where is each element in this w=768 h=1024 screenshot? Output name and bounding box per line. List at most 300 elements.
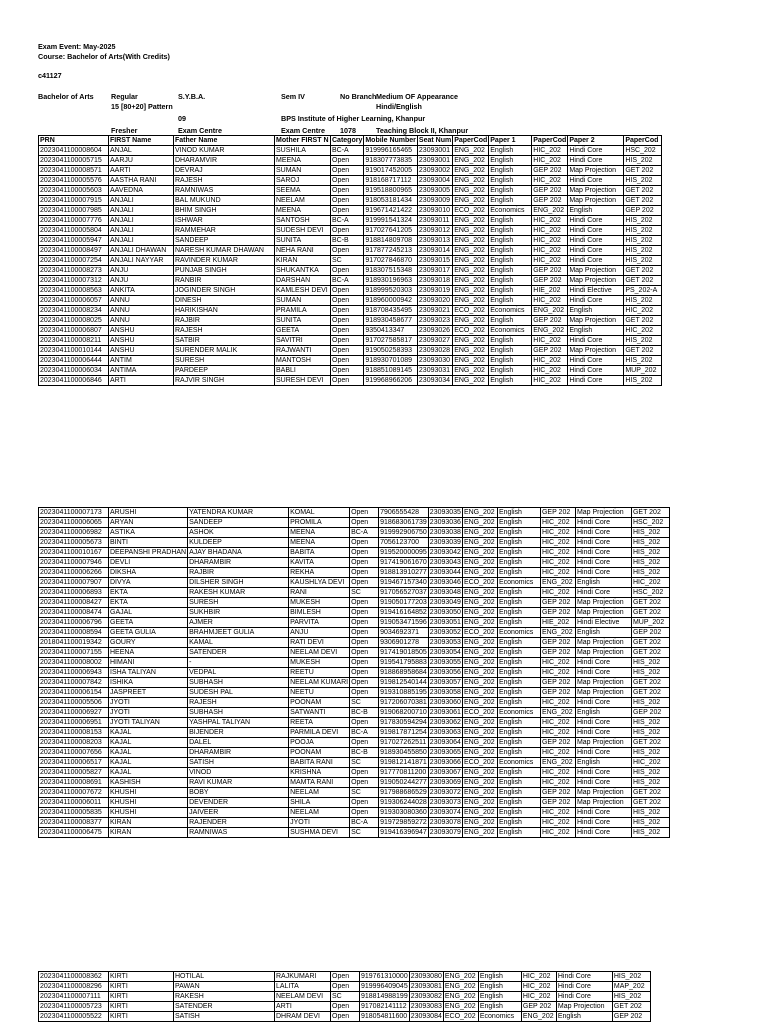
table-cell: 23093057 xyxy=(429,679,461,686)
table-cell: NEELAM DEVI xyxy=(289,648,350,658)
table-cell: HIMANI xyxy=(109,658,188,668)
course-title: Course: Bachelor of Arts(With Credits) xyxy=(38,52,170,61)
table-cell: English xyxy=(489,286,532,296)
column-header: Paper 2 xyxy=(568,136,624,146)
table-cell: Open xyxy=(350,548,379,558)
table-cell: SUKHBIR xyxy=(188,608,289,618)
table-cell: 23093026 xyxy=(417,326,452,336)
table-cell: 2023041100010144 xyxy=(39,346,109,356)
table-cell: GET 202 xyxy=(624,186,662,196)
table-cell: Open xyxy=(331,266,364,276)
table-cell: 23093002 xyxy=(417,166,452,176)
table-cell: Hindi Core xyxy=(568,376,624,386)
table-cell: 23093038 xyxy=(429,529,461,536)
table-cell: HIS_202 xyxy=(631,828,669,838)
table-cell: GET 202 xyxy=(631,648,669,658)
table-cell: BAL MUKUND xyxy=(174,196,275,206)
table-cell: English xyxy=(568,306,624,316)
table-cell: 2023041100006011 xyxy=(39,798,109,808)
table-cell: DEVLI xyxy=(109,558,188,568)
table-cell: 23093009 xyxy=(417,196,452,206)
table-cell: DALEL xyxy=(188,738,289,748)
table-row xyxy=(39,336,662,346)
column-header: PaperCod xyxy=(624,136,662,146)
table-cell: ENG_202 xyxy=(462,818,497,828)
table-row xyxy=(39,236,662,246)
table-cell: PRAMILA xyxy=(275,306,331,316)
table-row xyxy=(39,256,662,266)
table-cell: 918168717112 xyxy=(364,176,418,186)
table-cell: Open xyxy=(331,206,364,216)
table-cell: 23093010 xyxy=(417,206,452,216)
table-cell: SC xyxy=(350,758,379,768)
table-cell: 918930458677 xyxy=(364,316,418,326)
table-cell: 23093027 xyxy=(417,336,452,346)
table-cell: 2023041100007312 xyxy=(39,276,109,286)
table-cell: ENG_202 xyxy=(453,266,489,276)
table-cell: English xyxy=(489,246,532,256)
table-cell: 918930455850 xyxy=(380,749,427,756)
table-cell: 23093053 xyxy=(429,639,461,646)
table-cell: HIS_202 xyxy=(624,226,662,236)
table-cell: 2023041100007254 xyxy=(39,256,109,266)
table-cell: 919310885195 xyxy=(380,689,427,696)
table-cell: ANTIMA xyxy=(109,366,174,376)
table-cell: ENG_202 xyxy=(453,166,489,176)
table-cell: 918814988199 xyxy=(361,993,408,1000)
table-cell: HIC_202 xyxy=(540,778,575,788)
table-cell: 919050258393 xyxy=(364,346,418,356)
table-cell: RAJKUMARI xyxy=(275,972,331,982)
table-cell: HIC_202 xyxy=(532,376,568,386)
table-cell: RAMNIWAS xyxy=(188,828,289,838)
table-cell: English xyxy=(478,972,521,982)
table-cell: BHIM SINGH xyxy=(174,206,275,216)
table-cell: 919541795883 xyxy=(380,659,427,666)
table-cell: SAROJ xyxy=(275,176,331,186)
table-cell: 2023041100007946 xyxy=(39,558,109,568)
table-cell: GET 202 xyxy=(624,166,662,176)
table-row xyxy=(39,518,670,528)
table-cell: Open xyxy=(350,648,379,658)
table-cell: 7906555428 xyxy=(379,508,429,518)
table-cell: English xyxy=(497,648,540,658)
table-row xyxy=(39,578,670,588)
table-cell: Map Projection xyxy=(575,508,631,518)
table-cell: English xyxy=(497,668,540,678)
table-cell: 2023041100005522 xyxy=(39,1012,109,1022)
table-cell: ECO_202 xyxy=(453,306,489,316)
table-cell: AAVEDNA xyxy=(109,186,174,196)
table-cell: 23093035 xyxy=(429,509,461,516)
table-cell: 23093050 xyxy=(429,609,461,616)
table-cell: Hindi Core xyxy=(575,728,631,738)
table-cell: SHUKANTKA xyxy=(275,266,331,276)
table-row xyxy=(39,296,662,306)
table-cell: 2023041100008497 xyxy=(39,246,109,256)
table-cell: KIRTI xyxy=(109,1002,174,1012)
table-cell: HIC_202 xyxy=(521,972,556,982)
table-row xyxy=(39,798,670,808)
table-row xyxy=(39,166,662,176)
table-row xyxy=(39,548,670,558)
table-cell: PAWAN xyxy=(174,982,275,992)
table-row xyxy=(39,748,670,758)
table-cell: 2023041100007842 xyxy=(39,678,109,688)
table-cell: Open xyxy=(350,558,379,568)
table-cell: English xyxy=(497,528,540,538)
table-cell: HSC_202 xyxy=(631,588,669,598)
table-cell: Map Projection xyxy=(556,1002,612,1012)
table-cell: GET 202 xyxy=(624,196,662,206)
table-cell: Open xyxy=(331,376,364,386)
table-cell: 917988686529 xyxy=(380,789,427,796)
table-cell: 23093030 xyxy=(417,356,452,366)
table-cell: 919671421422 xyxy=(364,206,418,216)
table-cell: 917027585817 xyxy=(364,336,418,346)
table-cell: KIRTI xyxy=(109,1012,174,1022)
table-cell: BABLI xyxy=(275,366,331,376)
table-cell: 918930701089 xyxy=(364,356,418,366)
table-cell: ENG_202 xyxy=(540,708,575,718)
table-cell: GEP 202 xyxy=(521,1002,556,1012)
table-cell: 2023041100005723 xyxy=(39,1002,109,1012)
table-cell: English xyxy=(489,276,532,286)
table-cell: 919817871254 xyxy=(380,729,427,736)
table-cell: 23093039 xyxy=(429,539,461,546)
table-cell: English xyxy=(497,618,540,628)
table-cell: Open xyxy=(350,678,379,688)
table-cell: Open xyxy=(331,156,364,166)
table-cell: HIS_202 xyxy=(631,528,669,538)
exam-centre-label: Exam Centre xyxy=(178,126,222,135)
table-cell: HIC_202 xyxy=(540,668,575,678)
table-cell: 917419061670 xyxy=(380,559,427,566)
table-cell: Open xyxy=(350,718,379,728)
table-cell: ECO_202 xyxy=(453,326,489,336)
table-cell: ENG_202 xyxy=(453,316,489,326)
table-cell: Open xyxy=(350,568,379,578)
table-cell: ANJALI xyxy=(109,216,174,226)
table-cell: KIRAN xyxy=(275,256,331,266)
table-cell: 919306244028 xyxy=(380,799,427,806)
table-cell: MANTOSH xyxy=(275,356,331,366)
table-cell: English xyxy=(497,588,540,598)
table-cell: HIC_202 xyxy=(532,366,568,376)
table-cell: ENG_202 xyxy=(462,538,497,548)
table-cell: SUMAN xyxy=(275,296,331,306)
table-cell: HIS_202 xyxy=(624,256,662,266)
table-cell: English xyxy=(478,992,521,1002)
table-cell: 2023041100008604 xyxy=(39,146,109,156)
table-cell: 23093046 xyxy=(429,579,461,586)
table-row xyxy=(39,992,651,1002)
table-cell: Hindi Core xyxy=(568,356,624,366)
table-cell: 2023041100005827 xyxy=(39,768,109,778)
table-cell: 2023041100006846 xyxy=(39,376,109,386)
table-cell: SUNITA xyxy=(275,316,331,326)
table-cell: Map Projection xyxy=(575,638,631,648)
table-cell: ENG_202 xyxy=(453,216,489,226)
table-cell: Hindi Core xyxy=(568,216,624,226)
table-cell: HIC_202 xyxy=(624,326,662,336)
table-cell: GET 202 xyxy=(624,276,662,286)
table-cell: English xyxy=(489,186,532,196)
table-cell: SHILA xyxy=(289,798,350,808)
table-row xyxy=(39,306,662,316)
table-cell: MUKESH xyxy=(289,658,350,668)
table-cell: HIS_202 xyxy=(631,668,669,678)
program-name: Bachelor of Arts xyxy=(38,92,94,101)
table-cell: HIS_202 xyxy=(631,818,669,828)
table-cell: Open xyxy=(331,326,364,336)
table-cell: HIS_202 xyxy=(624,296,662,306)
table-cell: 2023041100008563 xyxy=(39,286,109,296)
table-cell: Open xyxy=(350,508,379,518)
table-cell: Open xyxy=(350,518,379,528)
table-row xyxy=(39,638,670,648)
table-row xyxy=(39,982,651,992)
table-row xyxy=(39,658,670,668)
table-cell: DEVENDER xyxy=(188,798,289,808)
table-cell: 23093062 xyxy=(429,719,461,726)
table-cell: 2023041100007173 xyxy=(39,508,109,518)
table-cell: RAVINDER KUMAR xyxy=(174,256,275,266)
table-cell: 23093020 xyxy=(417,296,452,306)
table-cell: RANI xyxy=(289,588,350,598)
table-cell: ENG_202 xyxy=(453,356,489,366)
table-cell: RAJVIR SINGH xyxy=(174,376,275,386)
table-cell: HIS_202 xyxy=(631,808,669,818)
table-cell: Open xyxy=(331,286,364,296)
table-cell: HIC_202 xyxy=(532,246,568,256)
table-cell: 919991541324 xyxy=(364,216,418,226)
table-cell: 2023041100008296 xyxy=(39,982,109,992)
table-cell: 2023041100008002 xyxy=(39,658,109,668)
table-cell: Open xyxy=(350,638,379,648)
table-cell: ANNU xyxy=(109,296,174,306)
table-cell: 23093069 xyxy=(429,779,461,786)
table-cell: English xyxy=(497,698,540,708)
table-cell: HIC_202 xyxy=(532,146,568,156)
table-cell: ANJU xyxy=(289,628,350,638)
table-cell: BC-B xyxy=(350,748,379,758)
table-cell: Hindi Core xyxy=(575,668,631,678)
table-row xyxy=(39,728,670,738)
table-cell: KHUSHI xyxy=(109,798,188,808)
table-cell: HSC_202 xyxy=(631,518,669,528)
table-cell: 23093023 xyxy=(417,316,452,326)
table-cell: DHARAMBIR xyxy=(188,748,289,758)
table-cell: HIE_202 xyxy=(532,286,568,296)
table-cell: 917877245213 xyxy=(364,246,418,256)
table-cell: English xyxy=(497,558,540,568)
table-cell: English xyxy=(497,798,540,808)
table-cell: DILSHER SINGH xyxy=(188,578,289,588)
table-cell: 919303080360 xyxy=(380,809,427,816)
column-header: Paper 1 xyxy=(489,136,532,146)
table-cell: 23093018 xyxy=(417,276,452,286)
table-cell: BC-A xyxy=(350,728,379,738)
table-cell: 919520000095 xyxy=(380,549,427,556)
table-cell: SEEMA xyxy=(275,186,331,196)
table-cell: - xyxy=(188,658,289,668)
table-cell: 23093048 xyxy=(429,589,461,596)
table-cell: VINOD xyxy=(188,768,289,778)
table-cell: ENG_202 xyxy=(462,568,497,578)
table-cell: KAMLESH DEVI xyxy=(275,286,331,296)
table-cell: ENG_202 xyxy=(540,628,575,638)
table-cell: 23093067 xyxy=(429,769,461,776)
table-cell: HIC_202 xyxy=(540,548,575,558)
table-cell: 23093056 xyxy=(429,669,461,676)
table-cell: Hindi Core xyxy=(575,658,631,668)
table-cell: KHUSHI xyxy=(109,808,188,818)
table-cell: Hindi Core xyxy=(568,246,624,256)
table-cell: Hindi Core xyxy=(556,992,612,1002)
table-cell: GET 202 xyxy=(631,638,669,648)
table-row xyxy=(39,558,670,568)
table-cell: Open xyxy=(331,176,364,186)
table-cell: SANDEEP xyxy=(174,236,275,246)
table-cell: 23093064 xyxy=(429,739,461,746)
table-cell: SATISH xyxy=(174,1012,275,1022)
table-cell: 2023041100008362 xyxy=(39,972,109,982)
table-cell: Map Projection xyxy=(568,186,624,196)
table-cell: SUBHASH xyxy=(188,678,289,688)
table-cell: GEP 202 xyxy=(540,688,575,698)
table-cell: HIC_202 xyxy=(540,588,575,598)
table-cell: 23093074 xyxy=(429,809,461,816)
table-cell: GOURY xyxy=(109,638,188,648)
table-cell: 2018041100019342 xyxy=(39,638,109,648)
table-cell: 918307515348 xyxy=(364,266,418,276)
table-cell: 919729859272 xyxy=(380,819,427,826)
table-cell: ENG_202 xyxy=(462,608,497,618)
table-cell: 2023041100006927 xyxy=(39,708,109,718)
table-cell: HIC_202 xyxy=(624,306,662,316)
column-header: FIRST Name xyxy=(109,136,174,146)
table-cell: Open xyxy=(350,618,379,628)
mode: Regular xyxy=(111,92,138,101)
table-cell: 2023041100008571 xyxy=(39,166,109,176)
table-cell: English xyxy=(497,678,540,688)
table-cell: 918708435495 xyxy=(364,306,418,316)
table-cell: GEP 202 xyxy=(532,196,568,206)
table-cell: English xyxy=(497,598,540,608)
table-cell: Economics xyxy=(489,306,532,316)
table-cell: KAMAL xyxy=(188,638,289,648)
table-cell: English xyxy=(497,748,540,758)
table-cell: BRAHMJEET GULIA xyxy=(188,628,289,638)
table-cell: SUSHILA xyxy=(275,146,331,156)
table-cell: KAJAL xyxy=(109,748,188,758)
table-row xyxy=(39,778,670,788)
table-cell: ENG_202 xyxy=(462,828,497,838)
table-cell: GEP 202 xyxy=(631,628,669,638)
table-cell: RATI DEVI xyxy=(289,638,350,648)
table-cell: HIS_202 xyxy=(612,992,650,1002)
table-cell: Open xyxy=(331,1012,360,1022)
table-row xyxy=(39,588,670,598)
table-row xyxy=(39,598,670,608)
table-cell: ANJALI xyxy=(109,206,174,216)
table-cell: Hindi Core xyxy=(575,698,631,708)
table-cell: ENG_202 xyxy=(462,768,497,778)
table-cell: 2023041100007985 xyxy=(39,206,109,216)
table-cell: GEP 202 xyxy=(532,266,568,276)
table-cell: JYOTI xyxy=(289,818,350,828)
table-cell: HIC_202 xyxy=(540,718,575,728)
table-cell: Open xyxy=(331,982,360,992)
table-cell: English xyxy=(575,578,631,588)
table-cell: 919053471596 xyxy=(380,619,427,626)
table-cell: 2023041100008691 xyxy=(39,778,109,788)
table-header-row xyxy=(39,136,662,146)
table-row xyxy=(39,266,662,276)
table-cell: GET 202 xyxy=(631,508,669,518)
table-cell: ENG_202 xyxy=(532,206,568,216)
table-cell: ENG_202 xyxy=(453,236,489,246)
table-cell: HIC_202 xyxy=(521,982,556,992)
table-cell: HIC_202 xyxy=(540,808,575,818)
table-cell: ENG_202 xyxy=(453,286,489,296)
pattern: 15 [80+20] Pattern xyxy=(111,102,173,111)
table-cell: 917056527037 xyxy=(380,589,427,596)
table-cell: ENG_202 xyxy=(521,1012,556,1022)
table-cell: English xyxy=(497,808,540,818)
table-cell: HARIKISHAN xyxy=(174,306,275,316)
table-cell: 23093036 xyxy=(429,519,461,526)
table-row xyxy=(39,568,670,578)
table-cell: 919812141871 xyxy=(380,759,427,766)
table-cell: RAJESH xyxy=(174,176,275,186)
table-cell: 23093065 xyxy=(429,749,461,756)
table-cell: 2023041100005804 xyxy=(39,226,109,236)
table-cell: KASHISH xyxy=(109,778,188,788)
table-cell: DEEPANSHI PRADHAN xyxy=(110,549,187,556)
table-cell: BC-A xyxy=(331,146,364,156)
table-cell: ISHIKA xyxy=(109,678,188,688)
table-cell: 918999520303 xyxy=(364,286,418,296)
table-cell: SC xyxy=(350,588,379,598)
table-cell: SANTOSH xyxy=(275,216,331,226)
table-cell: 2023041100006475 xyxy=(39,828,109,838)
table-cell: English xyxy=(568,206,624,216)
table-cell: 2023041100006154 xyxy=(39,688,109,698)
table-cell: 919416164852 xyxy=(380,609,427,616)
table-cell: 918683061739 xyxy=(380,519,427,526)
table-cell: ENG_202 xyxy=(462,518,497,528)
table-cell: ENG_202 xyxy=(453,186,489,196)
table-cell: Map Projection xyxy=(575,798,631,808)
table-row xyxy=(39,246,662,256)
column-header: PaperCod xyxy=(533,137,567,144)
table-cell: English xyxy=(489,366,532,376)
table-cell: ANNU xyxy=(109,306,174,316)
table-cell: HIC_202 xyxy=(631,578,669,588)
table-cell: DINESH xyxy=(174,296,275,306)
table-cell: English xyxy=(478,982,521,992)
table-cell: ENG_202 xyxy=(532,326,568,336)
table-cell: SUBHASH xyxy=(188,708,289,718)
table-cell: NEELAM xyxy=(289,788,350,798)
table-cell: ISHWAR xyxy=(174,216,275,226)
table-cell: English xyxy=(497,688,540,698)
table-cell: SANDEEP xyxy=(188,518,289,528)
table-cell: JYOTI xyxy=(109,708,188,718)
table-cell: Economics xyxy=(489,206,532,216)
